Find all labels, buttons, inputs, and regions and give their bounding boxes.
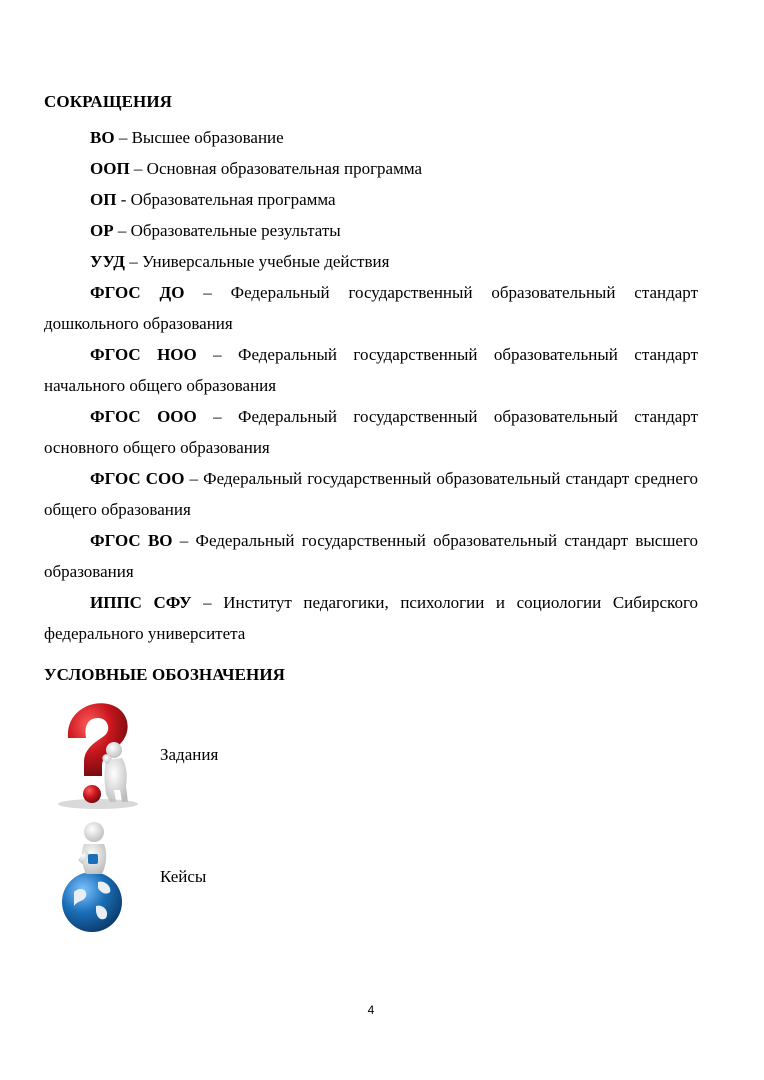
legend-label-cases: Кейсы [160, 867, 207, 886]
abbreviation-entry: УУД – Универсальные учебные действия [90, 252, 390, 271]
abbreviation-entry: ОР – Образовательные результаты [90, 221, 341, 240]
abbreviation-entry: ФГОС СОО – Федеральный государственный образовательный стандарт среднего общего образования [44, 469, 698, 519]
abbreviation-entry: ФГОС ООО – Федеральный государственный образовательный стандарт основного общего образования [44, 407, 698, 457]
abbreviations-list [44, 122, 698, 649]
legend-item-tasks [44, 698, 444, 816]
abbreviation-entry: ФГОС ВО – Федеральный государственный образовательный стандарт высшего образования [44, 531, 699, 581]
abbreviations-heading: СОКРАЩЕНИЯ [44, 92, 173, 111]
abbreviation-entry: ФГОС НОО – Федеральный государственный образовательный стандарт начального общего образования [44, 345, 698, 395]
globe-figure-icon [48, 820, 140, 932]
abbreviation-entry: ФГОС ДО – Федеральный государственный образовательный стандарт дошкольного образования [44, 283, 698, 333]
abbreviation-entry: ИППС СФУ – Институт педагогики, психологии и социологии Сибирского федерального университета [44, 593, 699, 643]
legend-heading: УСЛОВНЫЕ ОБОЗНАЧЕНИЯ [44, 665, 286, 684]
question-mark-figure-icon [48, 698, 140, 810]
abbreviation-entry: ООП – Основная образовательная программа [90, 159, 423, 178]
legend-label-tasks: Задания [160, 745, 219, 764]
abbreviation-entry: ОП - Образовательная программа [90, 190, 336, 209]
legend-item-cases [44, 820, 444, 938]
page-number: 4 [367, 1003, 375, 1017]
abbreviation-entry: ВО – Высшее образование [90, 128, 284, 147]
